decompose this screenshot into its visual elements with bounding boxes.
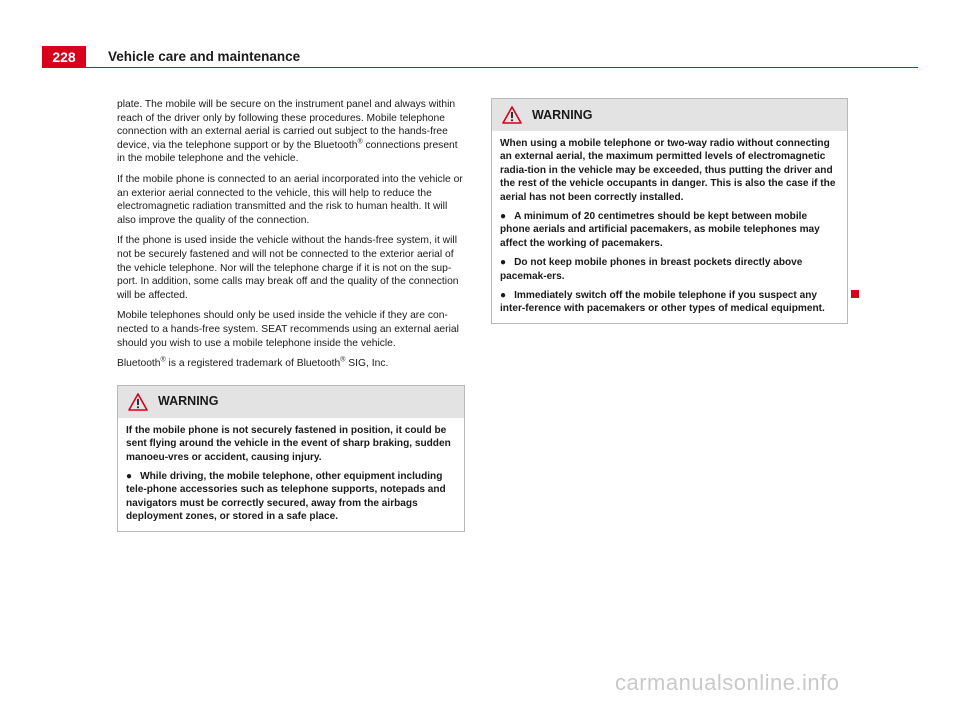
warning-bullet-item: ● Do not keep mobile phones in breast pockets directly above pacemak-ers. bbox=[500, 257, 803, 282]
bullet-icon: ● bbox=[500, 290, 507, 302]
warning-bullet-item: ● A minimum of 20 centimetres should be kept between mobile phone aerials and artificial pacemakers, as mobile telephones may affect the working of pacemakers. bbox=[500, 211, 820, 249]
paragraph: Bluetooth® is a registered trademark of Bluetooth® SIG, Inc. bbox=[117, 356, 389, 370]
paragraph: If the phone is used inside the vehicle without the hands-free system, it will not be securely fastened and will not be connected to the exterior aerial of the vehicle telephone. Nor will the telephone charge if it is not on the sup-port. In addition, some calls may break off and the quality of the connection will be affected. bbox=[117, 235, 459, 301]
right-column bbox=[491, 98, 848, 324]
watermark: carmanualsonline.info bbox=[615, 670, 840, 695]
paragraph: Mobile telephones should only be used inside the vehicle if they are con-nected to a hands-free system. SEAT recommends using an external aerial should you wish to use a mobile telephone inside the vehicle. bbox=[117, 310, 459, 349]
page-number: 228 bbox=[42, 46, 86, 68]
warning-box bbox=[491, 98, 848, 324]
header-divider bbox=[86, 67, 918, 68]
warning-title: WARNING bbox=[532, 108, 593, 122]
bullet-icon: ● bbox=[500, 257, 507, 269]
bullet-icon: ● bbox=[126, 470, 133, 482]
warning-text: When using a mobile telephone or two-way radio without connecting an external aerial, the maximum permitted levels of electromagnetic radia-tion in the vehicle may be exceeded, thus putting the driver and the rest of the vehicle occupants in danger. This is also the case if the aerial has not been correctly installed. bbox=[500, 138, 836, 203]
warning-box bbox=[117, 385, 465, 532]
warning-bullet-item: ● Immediately switch off the mobile telephone if you suspect any inter-ference with pacemakers or other types of medical equipment. bbox=[500, 290, 825, 315]
paragraph: If the mobile phone is connected to an aerial incorporated into the vehicle or an exterior aerial connected to the vehicle, this will help to reduce the electromagnetic radiation transmitted and the risk to human health. It will also improve the quality of the connection. bbox=[117, 173, 463, 226]
warning-body bbox=[118, 418, 464, 531]
warning-bullet-item: ● While driving, the mobile telephone, other equipment including tele-phone accessories such as telephone supports, notepads and navigators must be correctly secured, away from the airbags deployment zones, or stored in a safe place. bbox=[126, 470, 446, 523]
bullet-icon: ● bbox=[500, 211, 507, 223]
section-title: Vehicle care and maintenance bbox=[108, 49, 301, 64]
warning-header bbox=[492, 99, 847, 131]
warning-triangle-icon bbox=[502, 106, 522, 124]
warning-text: If the mobile phone is not securely fastened in position, it could be sent flying around the vehicle in the event of sharp braking, sudden manoeu-vres or accident, causing injury. bbox=[126, 424, 451, 463]
warning-body bbox=[492, 131, 847, 323]
left-column bbox=[117, 98, 465, 532]
end-square-icon bbox=[851, 290, 859, 298]
warning-title: WARNING bbox=[158, 393, 219, 408]
warning-header bbox=[118, 386, 464, 418]
paragraph: plate. The mobile will be secure on the instrument panel and always within reach of the driver only by following these procedures. Mobile telephone connection with an external aerial is carried out subject to the hands-free device, via the telephone support or by the Bluetooth® connections present in the mobile telephone and the vehicle. bbox=[117, 99, 458, 165]
warning-triangle-icon bbox=[128, 393, 148, 411]
